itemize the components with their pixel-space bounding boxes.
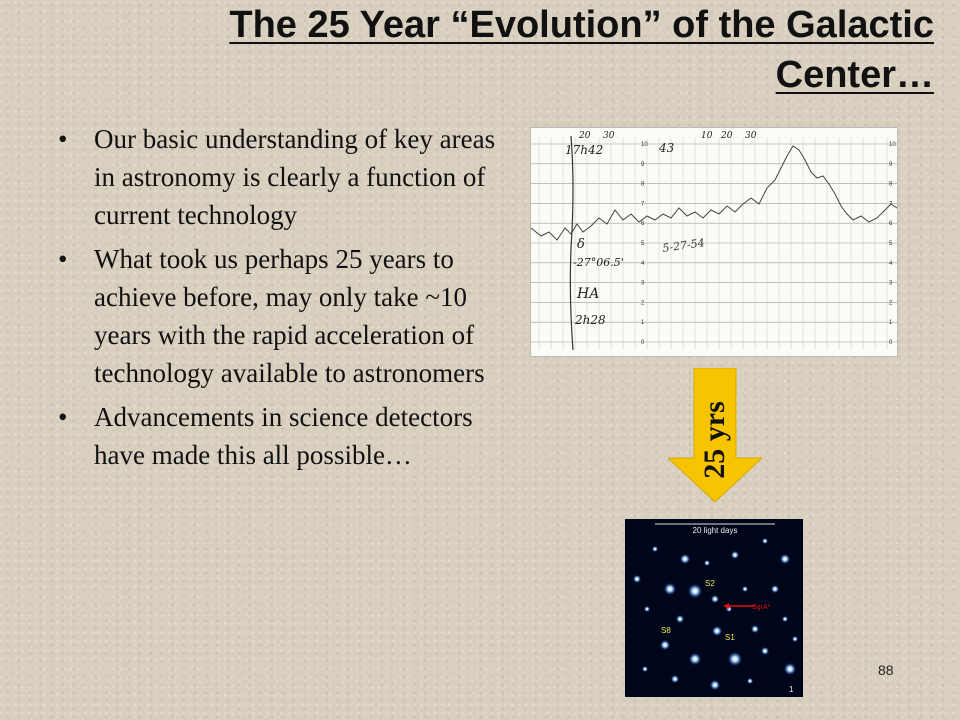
star-point xyxy=(633,575,641,583)
chart-scale-label: 8 xyxy=(641,181,645,188)
star-point xyxy=(784,663,796,675)
handwritten-top-6: 30 xyxy=(745,131,757,141)
star-point xyxy=(680,554,690,564)
bullet-item xyxy=(58,398,518,474)
chart-scale-label: 7 xyxy=(889,201,893,208)
star-point xyxy=(644,606,650,612)
star-point xyxy=(742,586,748,592)
handwritten-top-5: 20 xyxy=(721,131,733,141)
label-s1: S1 xyxy=(725,633,735,642)
star-point xyxy=(676,615,684,623)
chart-scale-label: 4 xyxy=(641,260,645,267)
star-point xyxy=(704,560,710,566)
chart-scale-label: 9 xyxy=(641,161,645,168)
star-point xyxy=(792,636,798,642)
star-point xyxy=(731,551,739,559)
page-number: 88 xyxy=(878,662,894,678)
handwritten-ha: HA xyxy=(577,286,600,302)
star-point xyxy=(689,653,701,665)
star-point xyxy=(671,675,679,683)
star-point xyxy=(780,554,790,564)
bullet-list xyxy=(58,120,518,480)
star-point xyxy=(660,640,670,650)
chart-scale-label: 10 xyxy=(641,142,648,148)
chart-scale-label: 3 xyxy=(641,280,645,287)
handwritten-top-3: 43 xyxy=(659,141,675,155)
star-point xyxy=(747,678,753,684)
chart-scale-label: 7 xyxy=(641,201,645,208)
handwritten-dec: -27°06.5' xyxy=(573,256,624,269)
chart-scale-label: 3 xyxy=(889,280,893,287)
star-point xyxy=(728,652,742,666)
galactic-center-image xyxy=(625,519,803,697)
arrow-label-text: 25 yrs xyxy=(698,401,731,479)
star-point xyxy=(711,595,719,603)
star-point xyxy=(688,584,702,598)
handwritten-delta: δ xyxy=(577,237,585,252)
title-line-1: The 25 Year “Evolution” of the Galactic xyxy=(229,4,934,46)
bullet-item xyxy=(58,240,518,392)
handwritten-ra: 17h42 xyxy=(565,143,604,157)
chart-scale-label: 0 xyxy=(641,340,645,346)
bullet-dot: • xyxy=(58,402,68,432)
star-point xyxy=(762,538,768,544)
chart-scale-label: 0 xyxy=(889,340,893,346)
star-point xyxy=(782,616,788,622)
handwritten-top-1: 20 xyxy=(579,131,591,141)
label-s8: S8 xyxy=(661,626,671,635)
chart-scale-label: 4 xyxy=(889,260,893,267)
chart-scale-label: 8 xyxy=(889,181,893,188)
slide-title xyxy=(114,0,934,100)
star-point xyxy=(664,583,676,595)
bullet-item xyxy=(58,120,518,234)
star-point xyxy=(710,680,720,690)
strip-chart-drawing xyxy=(531,128,897,356)
chart-scale-label: 1 xyxy=(641,320,645,327)
bullet-text: Our basic understanding of key areas in astronomy is clearly a function of current technology xyxy=(94,124,496,230)
chart-scale-label: 2 xyxy=(641,300,645,307)
label-s2: S2 xyxy=(705,579,715,588)
star-field-drawing xyxy=(625,519,803,697)
star-point xyxy=(761,647,769,655)
bullet-dot: • xyxy=(58,244,68,274)
strip-chart-image xyxy=(530,127,898,357)
chart-scale-label: 6 xyxy=(889,221,893,228)
bullet-dot: • xyxy=(58,124,68,154)
bullet-text: What took us perhaps 25 years to achieve before, may only take ~10 years with the rapid acceleration of technology available to astronomers xyxy=(94,244,485,388)
label-sgra: SgrA* xyxy=(752,604,771,611)
star-point xyxy=(642,666,648,672)
title-line-2: Center… xyxy=(775,54,934,96)
chart-scale-label: 1 xyxy=(889,320,893,327)
star-point xyxy=(712,626,722,636)
chart-scale-label: 5 xyxy=(641,241,645,247)
star-point xyxy=(751,625,759,633)
chart-scale-label: 2 xyxy=(889,300,893,307)
handwritten-ha-value: 2h28 xyxy=(575,313,606,327)
chart-scale-label: 9 xyxy=(889,161,893,168)
bullet-text: Advancements in science detectors have made this all possible… xyxy=(94,402,473,470)
star-point xyxy=(771,585,779,593)
handwritten-date-stamp: 5-27-54 xyxy=(661,236,706,255)
scale-bar-label: 20 light days xyxy=(692,526,738,535)
chart-scale-label: 5 xyxy=(889,241,893,247)
corner-label: 1 xyxy=(789,685,794,694)
chart-scale-label: 10 xyxy=(889,142,896,148)
arrow-label xyxy=(690,400,740,480)
chart-scale-label: 6 xyxy=(641,221,645,228)
handwritten-top-2: 30 xyxy=(603,131,615,141)
star-point xyxy=(652,546,658,552)
handwritten-top-4: 10 xyxy=(701,131,713,141)
